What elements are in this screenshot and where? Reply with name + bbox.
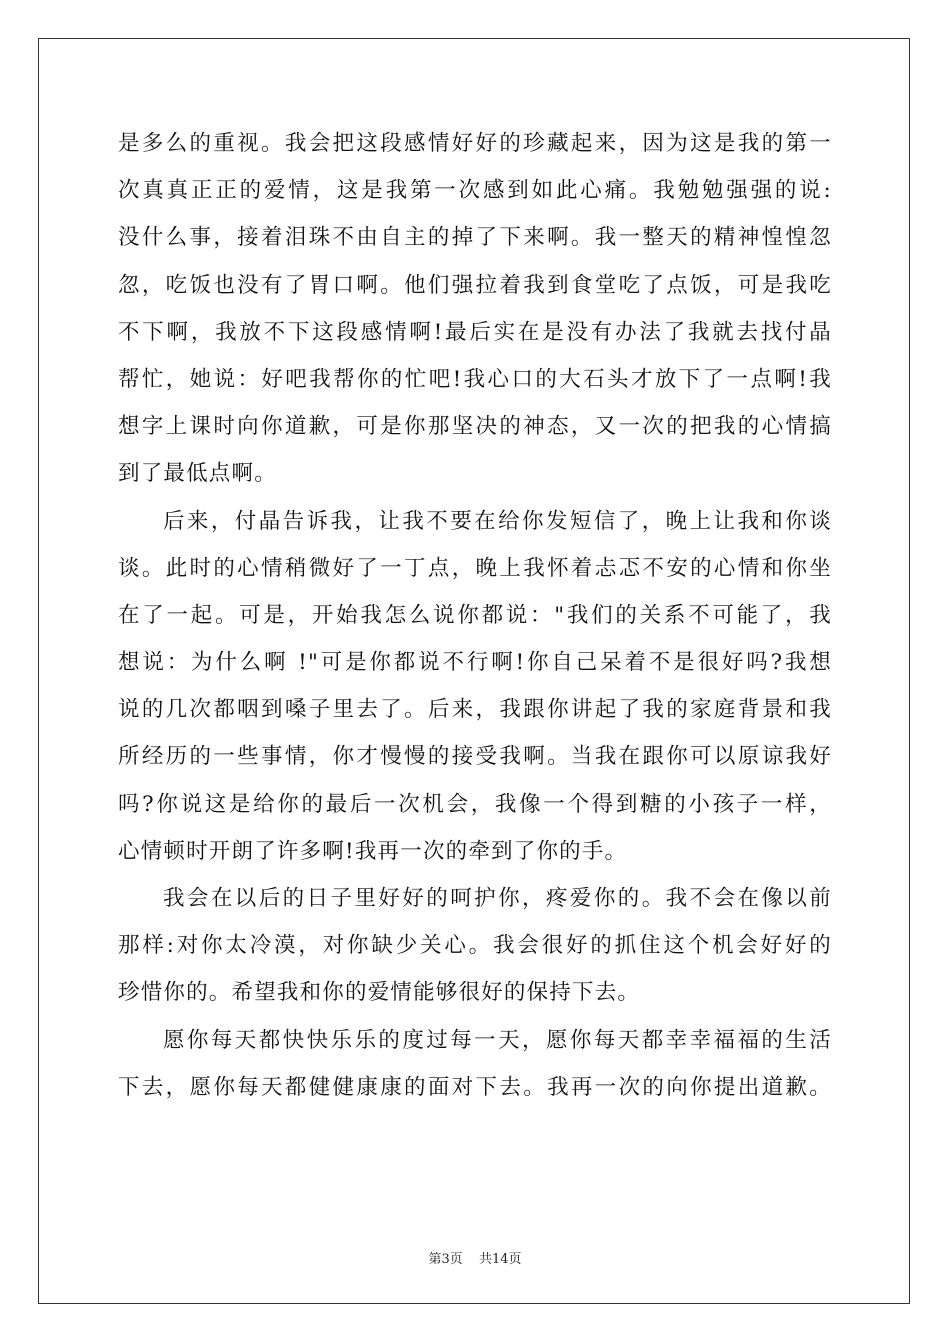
text-line: 忽，吃饭也没有了胃口啊。他们强拉着我到食堂吃了点饭，可是我吃 xyxy=(118,272,832,298)
text-line: 谈。此时的心情稍微好了一丁点，晚上我怀着忐忑不安的心情和你坐 xyxy=(118,555,832,581)
text-line: 想说：为什么啊 !"可是你都说不行啊!你自己呆着不是很好吗?我想 xyxy=(118,650,832,676)
text-line: 下去，愿你每天都健健康康的面对下去。我再一次的向你提出道歉。 xyxy=(118,1074,832,1100)
page-footer xyxy=(0,1248,950,1267)
paragraph-4 xyxy=(118,1017,832,1111)
text-line: 所经历的一些事情，你才慢慢的接受我啊。当我在跟你可以原谅我好 xyxy=(118,744,832,770)
text-line: 次真真正正的爱情，这是我第一次感到如此心痛。我勉勉强强的说: xyxy=(118,178,832,204)
text-line: 心情顿时开朗了许多啊!我再一次的牵到了你的手。 xyxy=(118,838,628,864)
paragraph-1 xyxy=(118,120,832,498)
text-line: 珍惜你的。希望我和你的爱情能够很好的保持下去。 xyxy=(118,980,641,1006)
text-line: 是多么的重视。我会把这段感情好好的珍藏起来，因为这是我的第一 xyxy=(118,131,832,156)
text-line: 后来，付晶告诉我，让我不要在给你发短信了，晚上让我和你谈 xyxy=(163,508,832,534)
page-number: 第3页 xyxy=(428,1252,463,1267)
text-line: 在了一起。可是，开始我怎么说你都说："我们的关系不可能了，我 xyxy=(118,602,832,628)
text-line: 我会在以后的日子里好好的呵护你，疼爱你的。我不会在像以前 xyxy=(163,886,832,911)
text-line: 没什么事，接着泪珠不由自主的掉了下来啊。我一整天的精神惶惶忽 xyxy=(118,225,832,251)
text-line: 到了最低点啊。 xyxy=(118,461,277,487)
page-total: 共14页 xyxy=(478,1252,522,1267)
text-line: 愿你每天都快快乐乐的度过每一天，愿你每天都幸幸福福的生活 xyxy=(163,1027,832,1053)
paragraph-3 xyxy=(118,875,832,1017)
text-line: 那样:对你太冷漠，对你缺少关心。我会很好的抓住这个机会好好的 xyxy=(118,933,832,959)
text-line: 吗?你说这是给你的最后一次机会，我像一个得到糖的小孩子一样， xyxy=(118,791,832,817)
paragraph-2 xyxy=(118,498,832,876)
text-line: 不下啊，我放不下这段感情啊!最后实在是没有办法了我就去找付晶 xyxy=(118,319,832,345)
text-line: 想字上课时向你道歉，可是你那坚决的神态，又一次的把我的心情搞 xyxy=(118,414,832,440)
text-line: 帮忙，她说：好吧我帮你的忙吧!我心口的大石头才放下了一点啊!我 xyxy=(118,366,832,392)
text-line: 说的几次都咽到嗓子里去了。后来，我跟你讲起了我的家庭背景和我 xyxy=(118,697,832,723)
document-body xyxy=(118,120,832,1111)
